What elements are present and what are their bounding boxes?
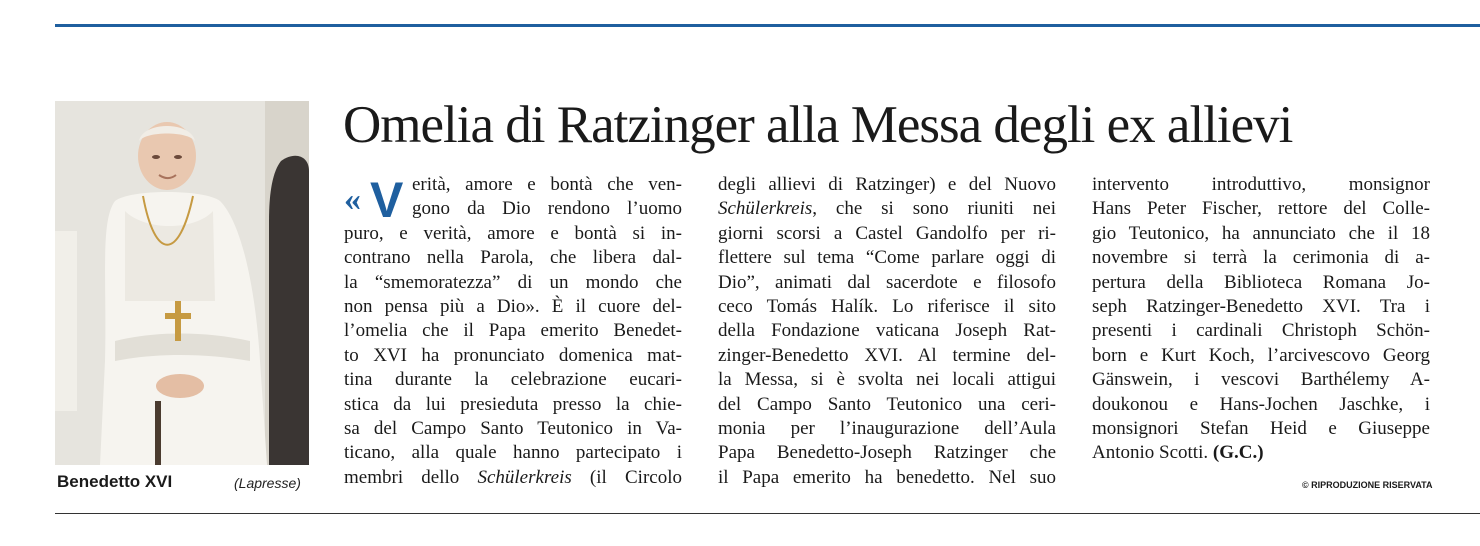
top-rule: [55, 24, 1480, 27]
body-line: Papa Benedetto-Joseph Ratzinger che: [718, 442, 1056, 464]
body-line: Gänswein, i vescovi Barthélemy A-: [1092, 369, 1430, 391]
body-line: la “smemoratezza” di un mondo che: [344, 271, 682, 293]
body-line-with-italic: [718, 197, 1056, 221]
body-line: intervento introduttivo, monsignor: [1092, 174, 1430, 195]
body-line: seph Ratzinger-Benedetto XVI. Tra i: [1092, 295, 1430, 317]
body-line-last: [1092, 441, 1430, 465]
article-column-2: [718, 173, 1056, 490]
body-line: zinger-Benedetto XVI. Al termine del-: [718, 344, 1056, 366]
dropcap-line-2: [344, 197, 682, 221]
photo-benedetto-xvi: [55, 101, 309, 465]
copyright-notice: © RIPRODUZIONE RISERVATA: [1302, 480, 1433, 490]
body-line: puro, e verità, amore e bontà si in-: [344, 222, 682, 244]
body-line: la Messa, si è svolta nei locali attigui: [718, 369, 1056, 391]
italic-term: Schülerkreis: [718, 198, 813, 220]
body-line: giorni scorsi a Castel Gandolfo per ri-: [718, 222, 1056, 244]
body-line: ticano, alla quale hanno partecipato i: [344, 442, 682, 464]
body-line: to XVI ha pronunciato domenica mat-: [344, 344, 682, 366]
body-line: tina durante la celebrazione eucari-: [344, 369, 682, 391]
body-line: non pensa più a Dio». È il cuore del-: [344, 295, 682, 317]
photo-credit: (Lapresse): [234, 475, 301, 491]
photo-illustration: [55, 101, 309, 465]
article-column-1: [344, 173, 682, 490]
body-line-with-italic: [344, 466, 682, 490]
body-line: contrano nella Parola, che libera dal-: [344, 247, 682, 269]
body-line: doukonou e Hans-Jochen Jaschke, i: [1092, 393, 1430, 415]
body-line: pertura della Biblioteca Romana Jo-: [1092, 271, 1430, 293]
body-line: born e Kurt Koch, l’arcivescovo Georg: [1092, 344, 1430, 366]
body-line: del Campo Santo Teutonico una ceri-: [718, 393, 1056, 415]
body-line: sa del Campo Santo Teutonico in Va-: [344, 417, 682, 439]
body-line: della Fondazione vaticana Joseph Rat-: [718, 320, 1056, 342]
text-fragment: , che si sono riuniti nei: [812, 198, 1056, 220]
italic-term: Schülerkreis: [477, 466, 572, 488]
text-fragment: (il Circolo: [571, 466, 682, 488]
body-line: presenti i cardinali Christoph Schön-: [1092, 320, 1430, 342]
author-initials: (G.C.): [1212, 442, 1264, 464]
opening-quote: «: [344, 181, 361, 218]
headline: Omelia di Ratzinger alla Messa degli ex allievi: [343, 96, 1293, 154]
drop-cap: V: [370, 172, 404, 228]
article-column-3: [1092, 173, 1430, 466]
body-line: il Papa emerito ha benedetto. Nel suo: [718, 466, 1056, 488]
body-line: gono da Dio rendono l’uomo: [412, 198, 682, 220]
photo-caption: Benedetto XVI: [57, 472, 173, 491]
body-line: flettere sul tema “Come parlare oggi di: [718, 247, 1056, 269]
body-line: monsignori Stefan Heid e Giuseppe: [1092, 417, 1430, 439]
body-line: novembre si terrà la cerimonia di a-: [1092, 247, 1430, 269]
body-line: monia per l’inaugurazione dell’Aula: [718, 417, 1056, 439]
body-line: gio Teutonico, ha annunciato che il 18: [1092, 222, 1430, 244]
body-line: erità, amore e bontà che ven-: [412, 174, 682, 195]
body-line: Hans Peter Fischer, rettore del Colle-: [1092, 198, 1430, 220]
body-line: stica da lui presieduta presso la chie-: [344, 393, 682, 415]
body-line: ceco Tomás Halík. Lo riferisce il sito: [718, 295, 1056, 317]
body-line: l’omelia che il Papa emerito Benedet-: [344, 320, 682, 342]
body-line: degli allievi di Ratzinger) e del Nuovo: [718, 174, 1056, 195]
text-fragment: Antonio Scotti.: [1092, 442, 1209, 464]
body-line: Dio”, animati dal sacerdote e filosofo: [718, 271, 1056, 293]
text-fragment: membri dello: [344, 466, 478, 488]
bottom-rule: [55, 513, 1480, 514]
